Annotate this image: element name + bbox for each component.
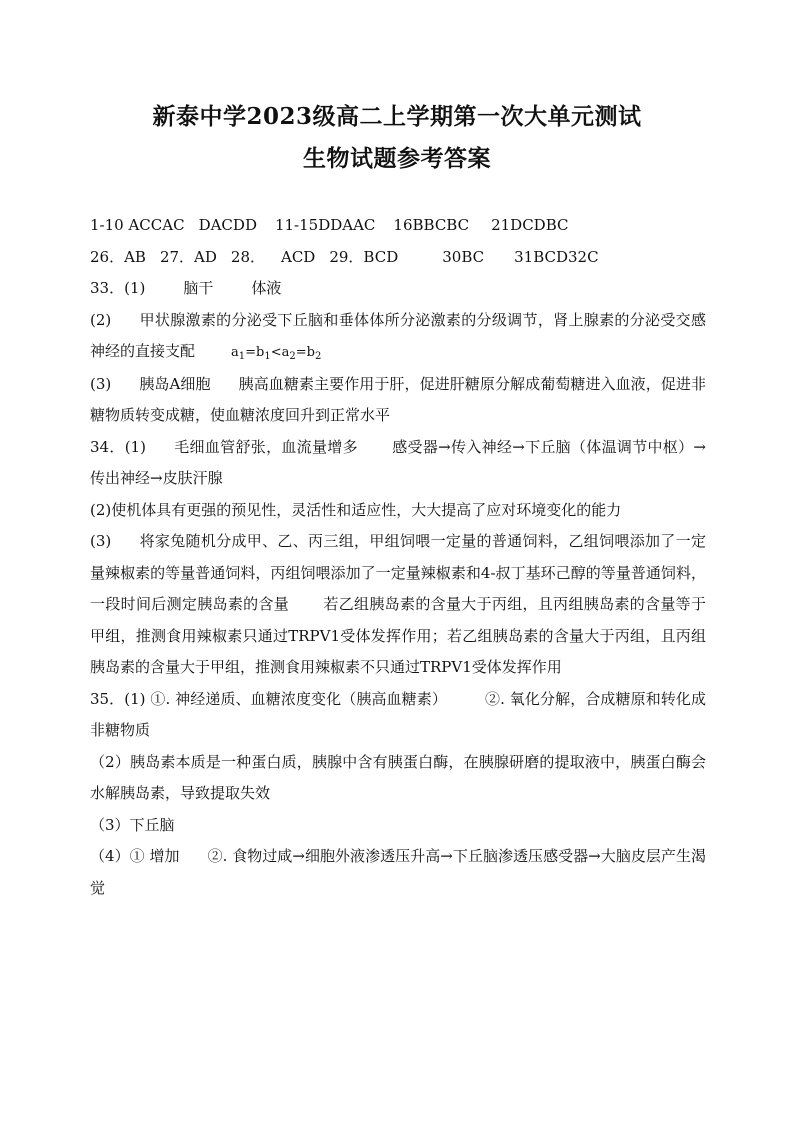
q28-answer: ACD [281, 247, 316, 266]
q33-2-text: 甲状腺激素的分泌受下丘脑和垂体体所分泌激素的分级调节，肾上腺素的分泌受交感神经的直接支配 [90, 310, 706, 360]
q35-1-answer-b: ②. 氧化分解，合成糖原和转化成非糖物质 [90, 689, 706, 739]
q33-3-answer-a: 胰岛A细胞 [139, 374, 211, 393]
mc-16-20: 16BBCBC [393, 216, 470, 234]
doc-title-line1: 新泰中学2023级高二上学期第一次大单元测试 [152, 103, 642, 130]
q33-part3 [90, 369, 706, 432]
q31-32: 31BCD32C [514, 247, 599, 266]
q34-3-answer-b: 若乙组胰岛素的含量大于丙组，且丙组胰岛素的含量等于甲组，推测食用辣椒素只通过TRPV1受体发挥作用；若乙组胰岛素的含量大于丙组，且丙组胰岛素的含量大于甲组，推测食用辣椒素不只通过TRPV1受体发挥作用 [90, 595, 706, 676]
q35-part4 [90, 841, 706, 904]
answer-body [90, 210, 706, 904]
q35-4-answer-b: ②. 食物过咸→细胞外液渗透压升高→下丘脑渗透压感受器→大脑皮层产生渴觉 [90, 847, 706, 897]
q35-part3: （3）下丘脑 [90, 815, 175, 834]
q34-part1 [90, 432, 706, 495]
q35-1-answer-a: 35．(1) ①. 神经递质、血糖浓度变化（胰高血糖素） [90, 689, 447, 708]
q34-part3 [90, 526, 706, 684]
q34-1-answer-b: 感受器→传入神经→下丘脑（体温调节中枢）→传出神经→皮肤汗腺 [90, 437, 706, 487]
q30: 30BC [442, 247, 485, 266]
mc-21-25: 21DCDBC [491, 216, 569, 234]
doc-title-line2: 生物试题参考答案 [303, 145, 491, 172]
q35-part1 [90, 684, 706, 747]
q33-3-answer-b: 胰高血糖素主要作用于肝，促进肝糖原分解成葡萄糖进入血液，促进非糖物质转变成糖，使血糖浓度回升到正常水平 [90, 374, 706, 424]
mc-1-10: 1-10 ACCAC [90, 216, 185, 234]
q34-3-answer-a: 将家兔随机分成甲、乙、丙三组，甲组饲喂一定量的普通饲料，乙组饲喂添加了一定量辣椒素的等量普通饲料，丙组饲喂添加了一定量辣椒素和4-叔丁基环己醇的等量普通饲料，一段时间后测定胰岛素的含量 [90, 532, 706, 613]
q33-1-answer-a: 脑干 [183, 279, 214, 297]
q35-4-answer-a: （4）① 增加 [90, 847, 180, 865]
q33-number: 33．(1) [90, 279, 146, 297]
q33-part2 [90, 305, 706, 369]
q27: 27．AD [159, 247, 217, 266]
q34-3-number: (3) [90, 532, 112, 550]
q35-part2: （2）胰岛素本质是一种蛋白质，胰腺中含有胰蛋白酶，在胰腺研磨的提取液中，胰蛋白酶会水解胰岛素，导致提取失效 [90, 752, 706, 802]
mc-11-15: 11-15DDAAC [274, 216, 376, 234]
q33-2-formula: $a_1=b_1<a_2=b_2$ [231, 345, 322, 362]
q33-part1 [90, 273, 706, 305]
q29: 29．BCD [329, 247, 399, 266]
q34-number: 34．(1) [90, 437, 146, 456]
mc-answers-row-1 [90, 210, 706, 242]
q33-1-answer-b: 体液 [251, 279, 282, 297]
q33-2-number: (2) [90, 310, 112, 329]
mc-6-10: DACDD [198, 216, 257, 234]
q34-1-answer-a: 毛细血管舒张，血流量增多 [173, 437, 358, 456]
q28-label: 28． [230, 247, 265, 266]
q34-part2: (2)使机体具有更强的预见性，灵活性和适应性，大大提高了应对环境变化的能力 [90, 500, 622, 519]
q26: 26．AB [90, 247, 146, 266]
mc-answers-row-2 [90, 242, 706, 274]
q33-3-number: (3) [90, 374, 112, 393]
